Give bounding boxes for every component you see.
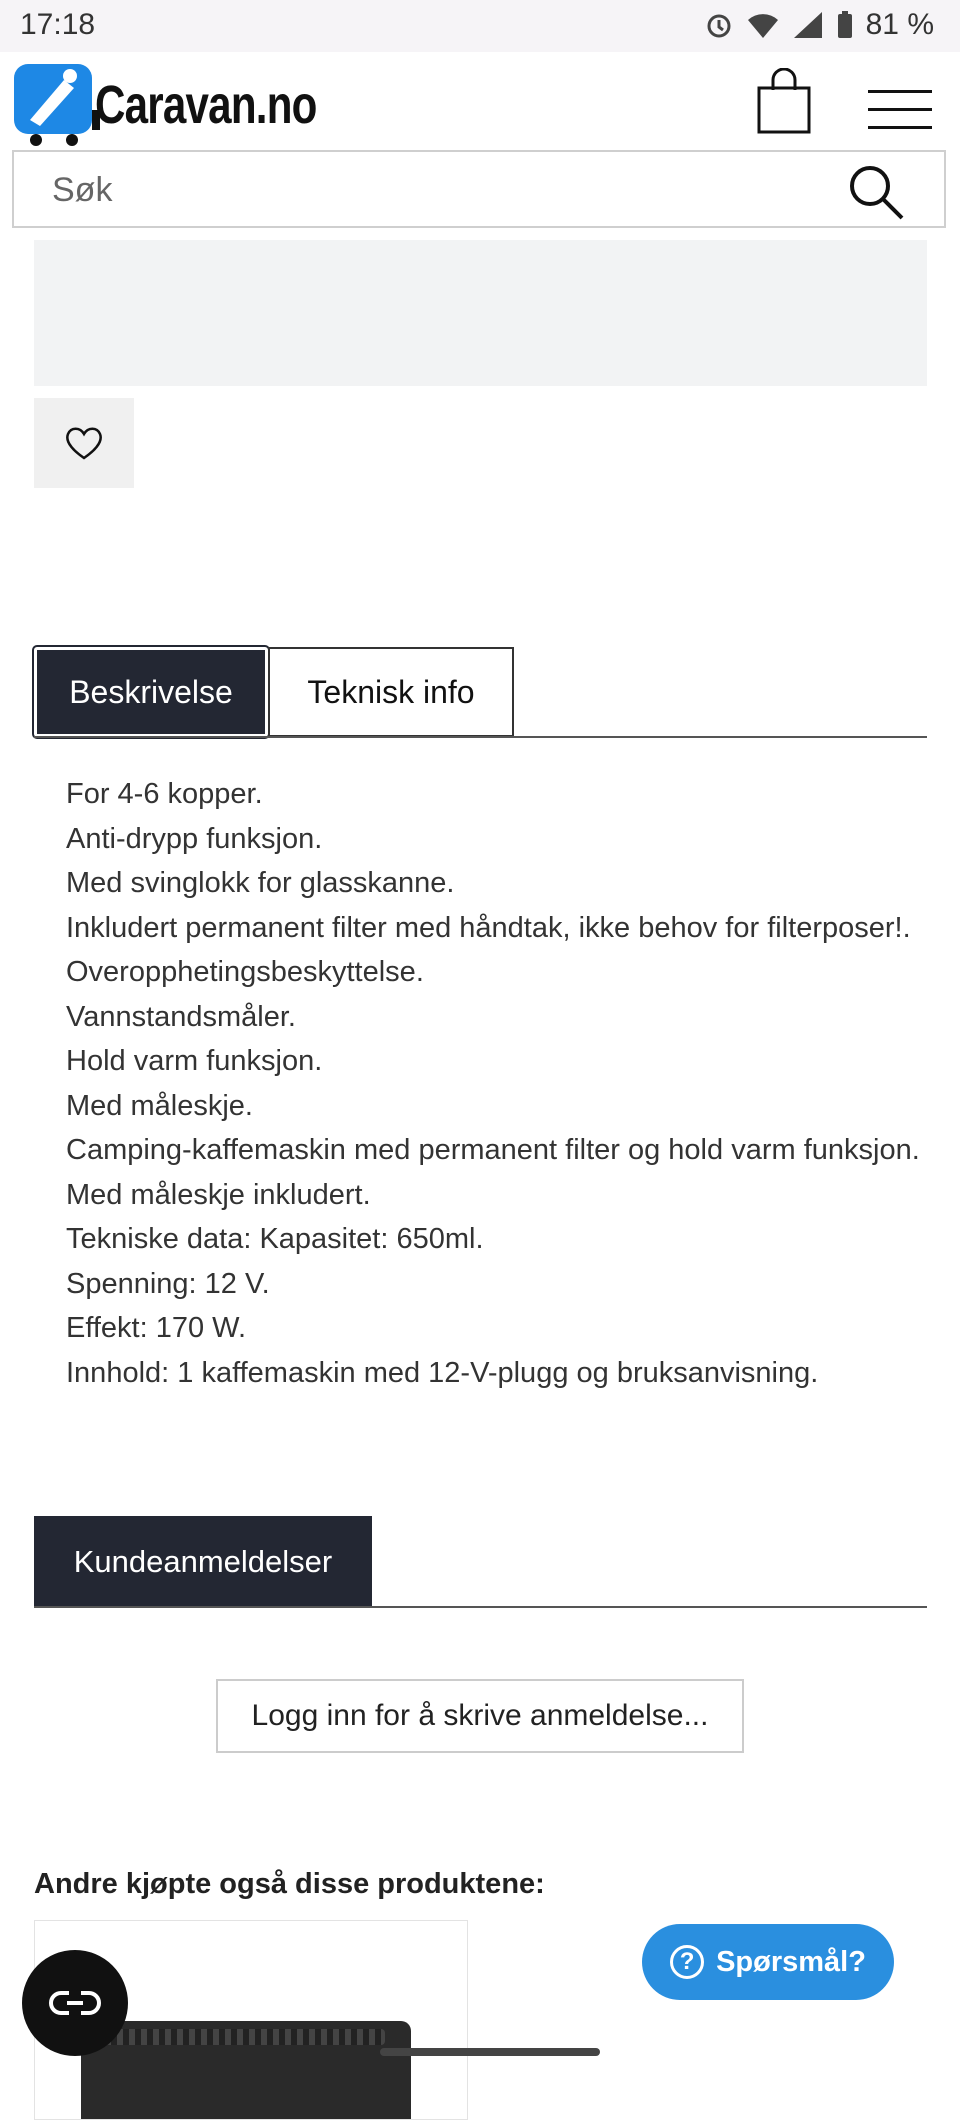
search-bar xyxy=(12,150,946,228)
search-input[interactable] xyxy=(50,164,834,216)
description-line: For 4-6 kopper. xyxy=(66,778,263,810)
logo-text[interactable]: Caravan.no xyxy=(95,75,317,135)
description-line: Effekt: 170 W. xyxy=(66,1312,247,1344)
question-icon: ? xyxy=(670,1945,704,1979)
product-description xyxy=(66,772,926,1395)
description-line: Anti-drypp funksjon. xyxy=(66,822,323,855)
battery-icon xyxy=(836,10,854,40)
status-bar xyxy=(0,0,960,52)
wishlist-button[interactable] xyxy=(34,398,134,488)
description-line: Spenning: 12 V. xyxy=(66,1267,270,1300)
description-line: Camping-kaffemaskin med permanent filter og hold varm funksjon. xyxy=(66,1134,920,1166)
product-image-placeholder xyxy=(34,240,927,386)
description-line: Tekniske data: Kapasitet: 650ml. xyxy=(66,1223,484,1255)
description-line: Vannstandsmåler. xyxy=(66,1000,296,1033)
tab-teknisk-info[interactable]: Teknisk info xyxy=(268,647,514,737)
heart-icon xyxy=(64,425,104,461)
product-image-detail xyxy=(105,2029,385,2045)
description-line: Med måleskje inkludert. xyxy=(66,1178,371,1211)
help-button-label: Spørsmål? xyxy=(716,1945,866,1978)
tabs-divider xyxy=(34,736,927,738)
alarm-icon xyxy=(704,10,734,40)
cart-icon[interactable] xyxy=(756,68,812,134)
description-line: Hold varm funksjon. xyxy=(66,1045,323,1077)
status-icons xyxy=(704,8,934,42)
menu-icon[interactable] xyxy=(868,88,932,132)
related-products-title: Andre kjøpte også disse produktene: xyxy=(34,1868,545,1900)
battery-percent: 81 % xyxy=(865,8,934,41)
tab-kundeanmeldelser[interactable]: Kundeanmeldelser xyxy=(34,1516,372,1608)
home-indicator[interactable] xyxy=(380,2048,600,2056)
status-time: 17:18 xyxy=(20,8,96,41)
description-line: Med måleskje. xyxy=(66,1089,253,1122)
description-line: Overopphetingsbeskyttelse. xyxy=(66,956,424,988)
help-button[interactable] xyxy=(642,1924,894,2000)
description-line: Med svinglokk for glasskanne. xyxy=(66,867,455,899)
chat-button[interactable] xyxy=(22,1950,128,2056)
chat-icon xyxy=(47,1988,103,2018)
tab-beskrivelse[interactable]: Beskrivelse xyxy=(34,647,268,737)
description-line: Inkludert permanent filter med håndtak, ikke behov for filterposer!. xyxy=(66,911,911,944)
reviews-divider xyxy=(34,1606,927,1608)
description-line: Innhold: 1 kaffemaskin med 12-V-plugg og bruksanvisning. xyxy=(66,1356,819,1389)
signal-icon xyxy=(792,10,824,40)
search-icon[interactable] xyxy=(846,164,906,220)
wifi-icon xyxy=(746,10,780,40)
login-to-review-button[interactable]: Logg inn for å skrive anmeldelse... xyxy=(216,1679,744,1753)
